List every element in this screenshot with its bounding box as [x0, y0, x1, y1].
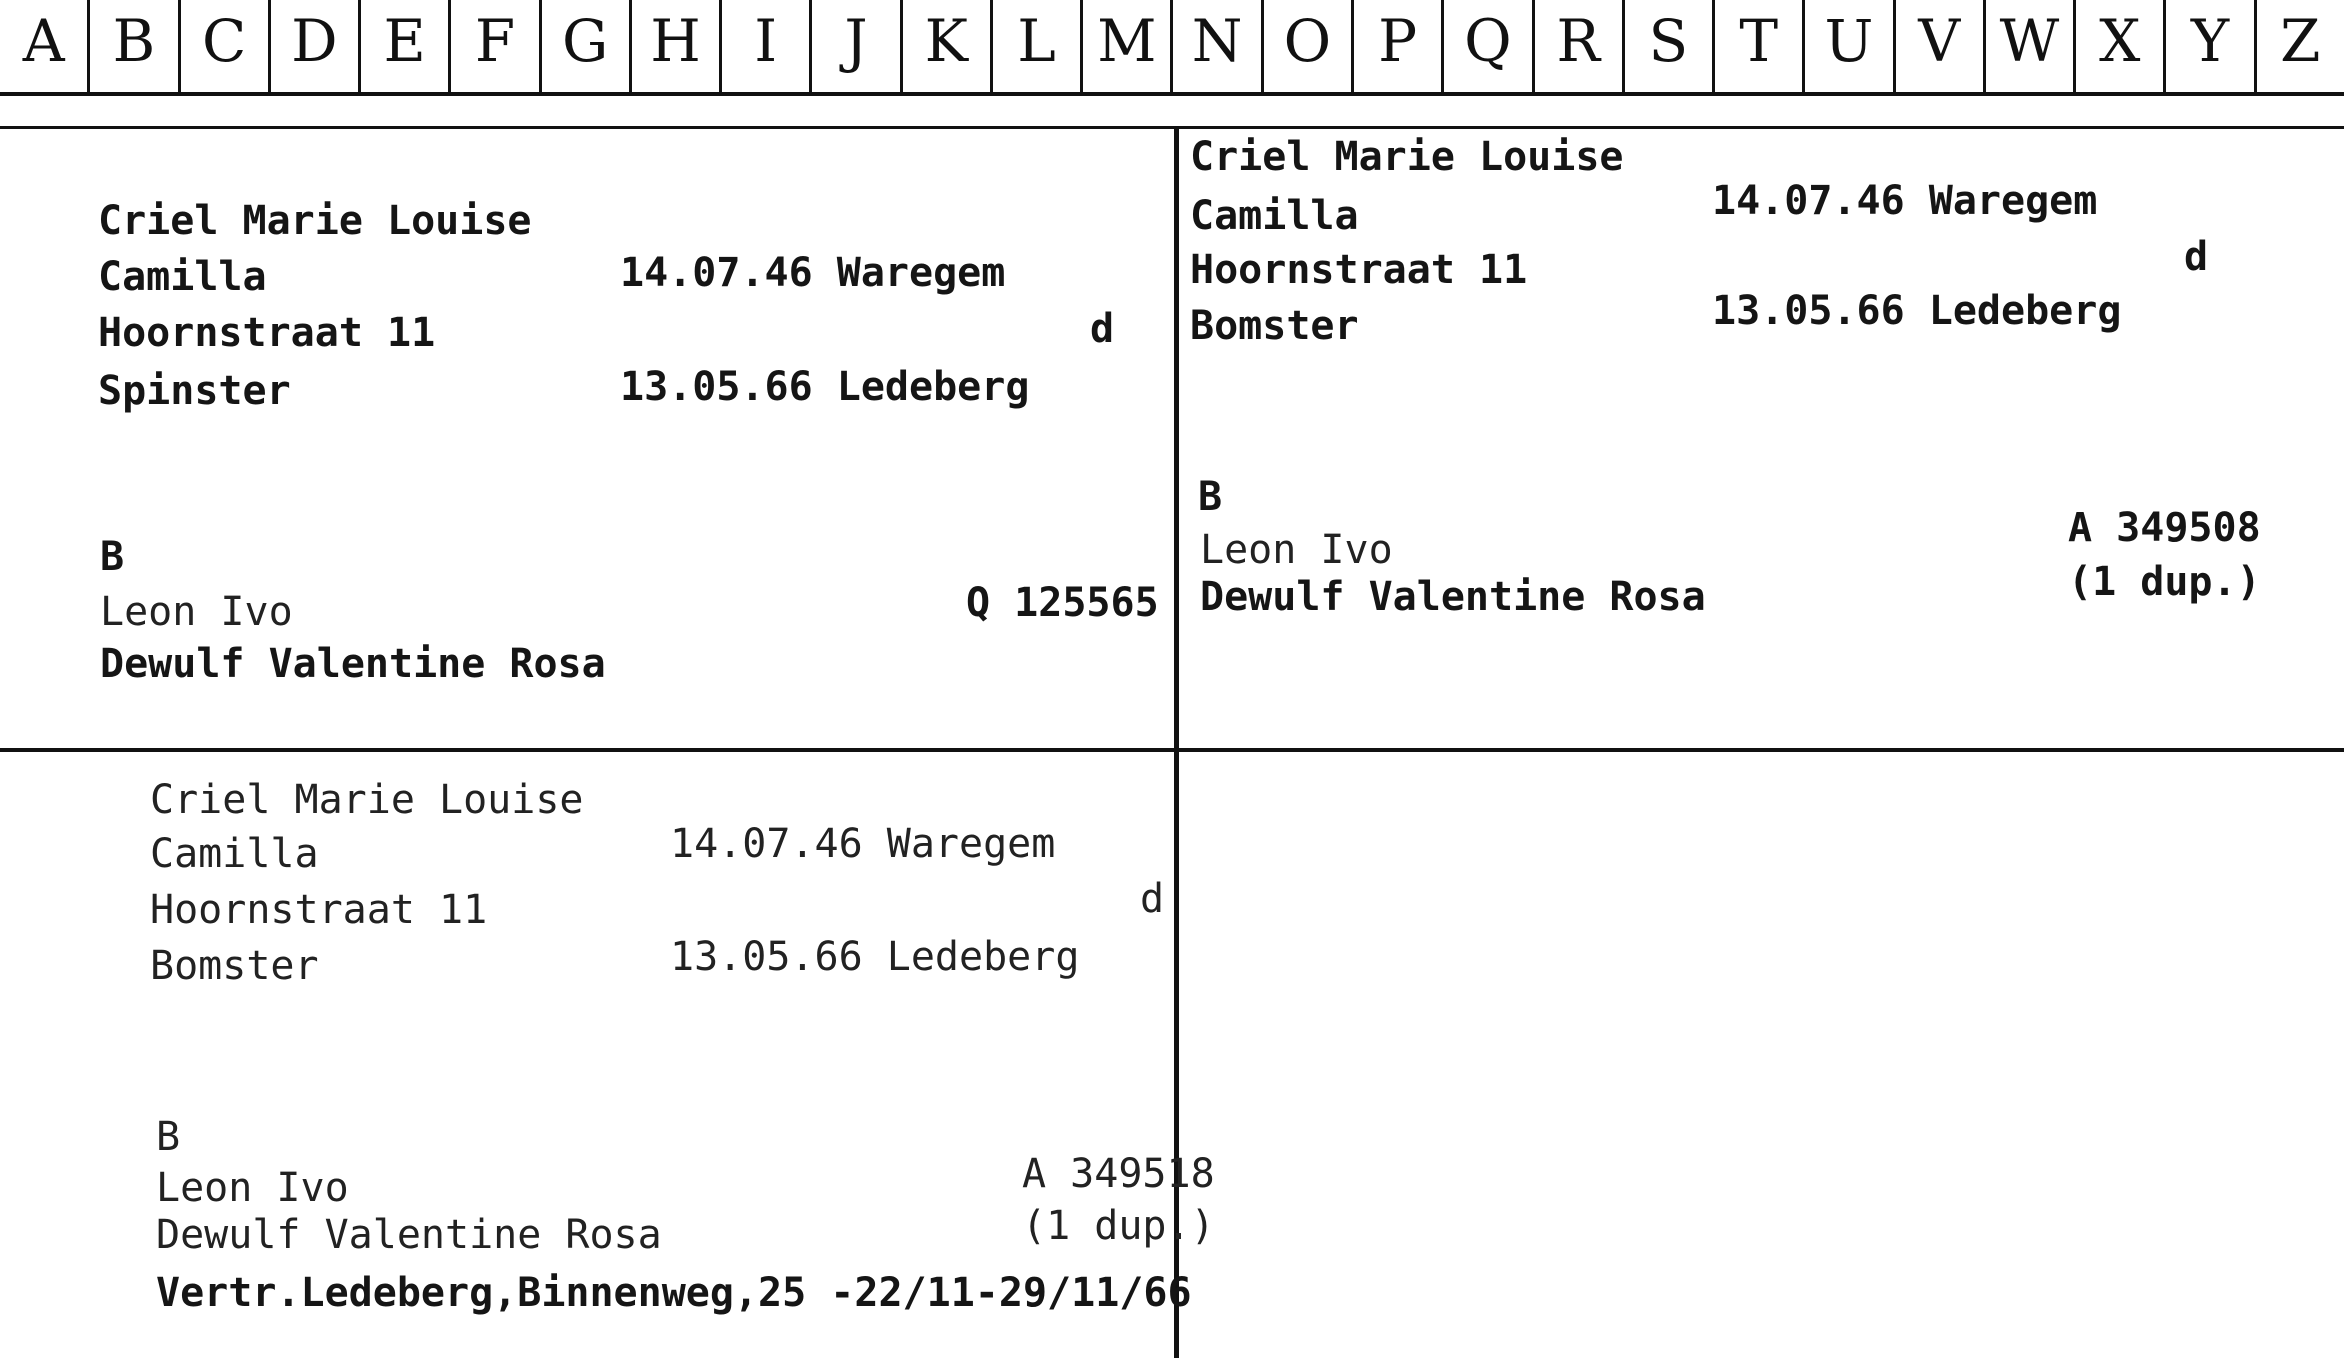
record-3-parent: Dewulf Valentine Rosa	[156, 1212, 662, 1258]
record-1-ref-number: Q 125565	[966, 580, 1159, 626]
alphabet-letter-i: I	[722, 0, 812, 92]
record-1-status: d	[1090, 306, 1115, 352]
alphabet-letter-e: E	[361, 0, 451, 92]
alphabet-letter-r: R	[1535, 0, 1625, 92]
alphabet-letter-o: O	[1264, 0, 1354, 92]
record-2-name-line2: Camilla	[1190, 193, 1359, 239]
alphabet-letter-t: T	[1715, 0, 1805, 92]
alphabet-index-strip	[0, 0, 2344, 96]
alphabet-letter-z: Z	[2280, 7, 2321, 75]
record-2-parent: Dewulf Valentine Rosa	[1200, 574, 1706, 620]
record-1-death: 13.05.66 Ledeberg	[620, 364, 1030, 410]
alphabet-letter-b: B	[90, 0, 180, 92]
alphabet-letter-h: H	[632, 0, 722, 92]
record-1-birth: 14.07.46 Waregem	[620, 250, 1006, 296]
alphabet-letter-q: Q	[1444, 0, 1534, 92]
record-2-letter: B	[1198, 474, 1223, 520]
record-1-street: Hoornstraat 11	[98, 310, 436, 356]
horizontal-divider	[0, 748, 2344, 752]
alphabet-letter-v: V	[1896, 0, 1986, 92]
record-2-occupation: Bomster	[1190, 303, 1359, 349]
record-3-name-line2: Camilla	[150, 831, 319, 877]
alphabet-letter-s: S	[1625, 0, 1715, 92]
record-3-occupation: Bomster	[150, 943, 319, 989]
record-1-given-names: Leon Ivo	[100, 589, 293, 635]
record-1-occupation: Spinster	[98, 368, 291, 414]
record-3-name-line1: Criel Marie Louise	[150, 777, 584, 823]
record-1-name-line2: Camilla	[98, 254, 267, 300]
alphabet-letter-d: D	[271, 0, 361, 92]
record-2-status: d	[2184, 234, 2209, 280]
alphabet-letter-l: L	[993, 0, 1083, 92]
record-3-ref-note: (1 dup.)	[1022, 1203, 1215, 1249]
record-2-death: 13.05.66 Ledeberg	[1712, 288, 2122, 334]
alphabet-letter-m: M	[1083, 0, 1173, 92]
record-3-departure: Vertr.Ledeberg,Binnenweg,25 -22/11-29/11/66	[156, 1270, 1192, 1316]
record-3-letter: B	[156, 1114, 181, 1160]
alphabet-letter-a: A	[0, 0, 90, 92]
alphabet-letter-w: W	[1986, 0, 2076, 92]
alphabet-letter-x: X	[2076, 0, 2166, 92]
top-divider	[0, 126, 2344, 129]
record-3-birth: 14.07.46 Waregem	[670, 821, 1056, 867]
record-3-ref-number: A 349518	[1022, 1151, 1215, 1197]
record-3-death: 13.05.66 Ledeberg	[670, 934, 1080, 980]
record-2-name-line1: Criel Marie Louise	[1190, 134, 1624, 180]
alphabet-letter-k: K	[903, 0, 993, 92]
record-3-status: d	[1140, 876, 1165, 922]
record-3-given-names: Leon Ivo	[156, 1165, 349, 1211]
alphabet-letter-c: C	[181, 0, 271, 92]
record-2-ref-note: (1 dup.)	[2068, 559, 2261, 605]
alphabet-letter-j: J	[812, 0, 902, 92]
alphabet-letter-f: F	[451, 0, 541, 92]
alphabet-letter-g: G	[542, 0, 632, 92]
record-2-given-names: Leon Ivo	[1200, 527, 1393, 573]
record-2-street: Hoornstraat 11	[1190, 247, 1528, 293]
record-1-parent: Dewulf Valentine Rosa	[100, 641, 606, 687]
alphabet-letter-p: P	[1354, 0, 1444, 92]
record-2-ref-number: A 349508	[2068, 505, 2261, 551]
alphabet-letter-n: N	[1173, 0, 1263, 92]
alphabet-letter-u: U	[1805, 0, 1895, 92]
record-2-birth: 14.07.46 Waregem	[1712, 178, 2098, 224]
alphabet-letter-y: Y	[2166, 0, 2256, 92]
record-1-letter: B	[100, 534, 125, 580]
record-3-street: Hoornstraat 11	[150, 887, 488, 933]
record-1-name-line1: Criel Marie Louise	[98, 198, 532, 244]
